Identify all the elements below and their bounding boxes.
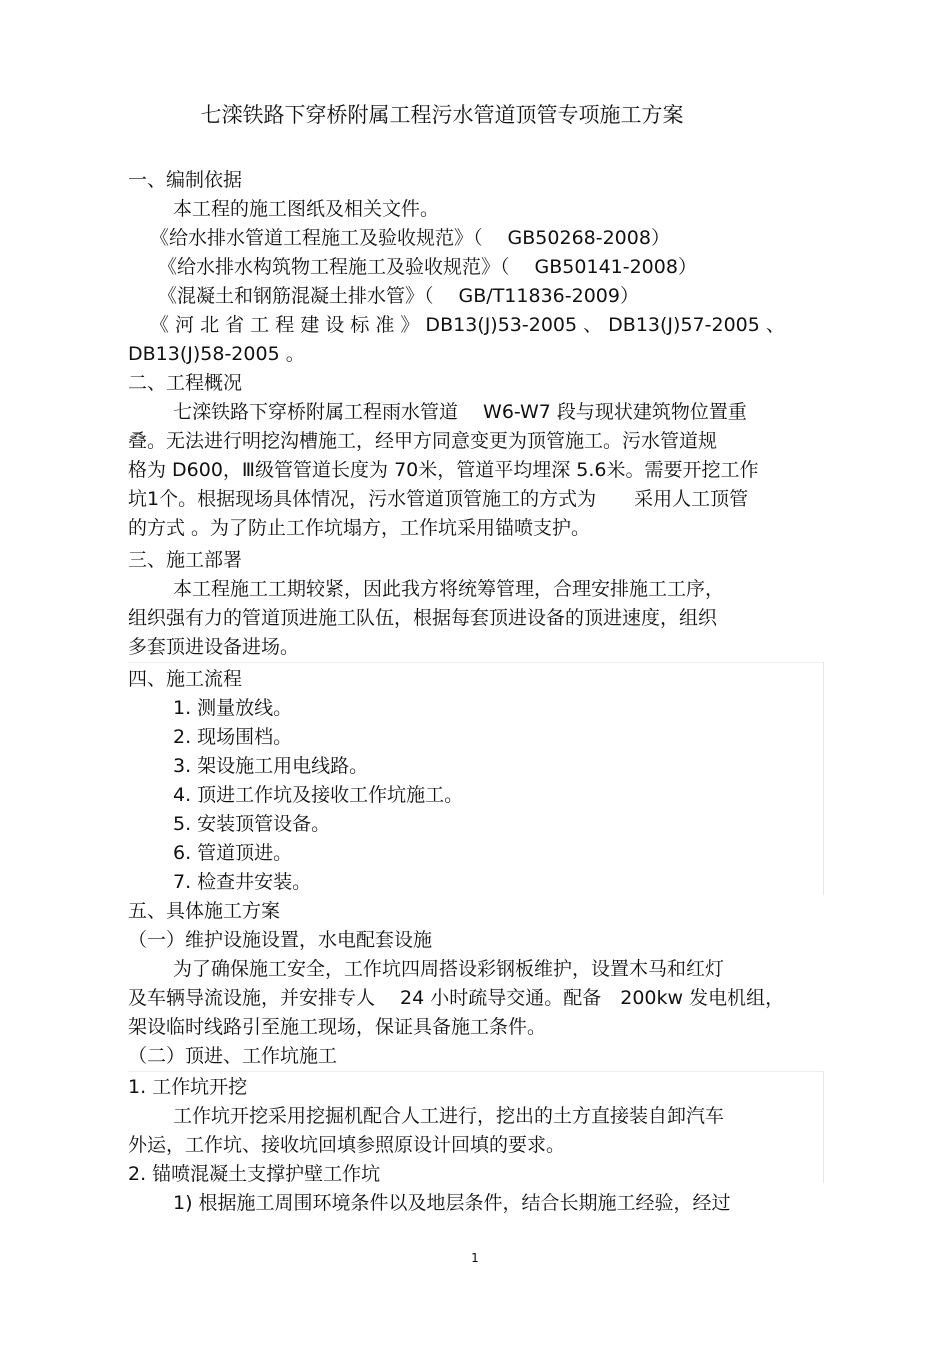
divider xyxy=(823,1071,824,1183)
list-item: 3. 架设施工用电线路。 xyxy=(173,755,369,777)
paragraph-line: 本工程施工工期较紧，因此我方将统筹管理，合理安排施工工序， xyxy=(173,578,725,600)
section-heading: 四、施工流程 xyxy=(128,668,243,690)
paragraph-line: 为了确保施工安全，工作坑四周搭设彩钢板维护，设置木马和红灯 xyxy=(173,958,725,980)
section-heading: 三、施工部署 xyxy=(128,549,243,571)
document-title: 七滦铁路下穿桥附属工程污水管道顶管专项施工方案 xyxy=(200,103,684,127)
reference-line: DB13(J)58-2005 。 xyxy=(128,343,305,365)
divider xyxy=(128,662,824,663)
list-item: 6. 管道顶进。 xyxy=(173,842,293,864)
reference-line: 《混凝土和钢筋混凝土排水管》（ GB/T11836-2009） xyxy=(158,285,639,307)
paragraph-line: 七滦铁路下穿桥附属工程雨水管道 W6-W7 段与现状建筑物位置重 xyxy=(173,401,747,423)
paragraph-line: 工作坑开挖采用挖掘机配合人工进行，挖出的土方直接装自卸汽车 xyxy=(173,1105,725,1127)
paragraph-line: 叠。无法进行明挖沟槽施工，经甲方同意变更为顶管施工。污水管道规 xyxy=(128,430,718,452)
paragraph-line: 外运，工作坑、接收坑回填参照原设计回填的要求。 xyxy=(128,1134,566,1156)
paragraph-line: 多套顶进设备进场。 xyxy=(128,636,300,658)
list-item: 4. 顶进工作坑及接收工作坑施工。 xyxy=(173,784,464,806)
paragraph-line: 坑1个。根据现场具体情况，污水管道顶管施工的方式为 采用人工顶管 xyxy=(128,488,749,510)
subsection-heading: （一）维护设施设置，水电配套设施 xyxy=(128,929,433,951)
list-item: 7. 检查井安装。 xyxy=(173,871,312,893)
reference-line: 《给水排水构筑物工程施工及验收规范》（ GB50141-2008） xyxy=(158,256,697,278)
subsection-heading: 2. 锚喷混凝土支撑护壁工作坑 xyxy=(128,1163,381,1185)
paragraph-line: 及车辆导流设施，并安排专人 24 小时疏导交通。配备 200kw 发电机组， xyxy=(128,987,785,1009)
page-number: 1 xyxy=(471,1251,479,1265)
list-item: 5. 安装顶管设备。 xyxy=(173,813,331,835)
list-item: 2. 现场围档。 xyxy=(173,726,293,748)
paragraph-line: 1) 根据施工周围环境条件以及地层条件，结合长期施工经验，经过 xyxy=(173,1192,731,1214)
subsection-heading: 1. 工作坑开挖 xyxy=(128,1076,248,1098)
section-heading: 一、编制依据 xyxy=(128,169,243,191)
divider xyxy=(823,662,824,895)
paragraph-line: 组织强有力的管道顶进施工队伍，根据每套顶进设备的顶进速度，组织 xyxy=(128,607,718,629)
paragraph-line: 格为 D600，Ⅲ级管管道长度为 70米，管道平均埋深 5.6米。需要开挖工作 xyxy=(128,459,759,481)
divider xyxy=(128,1071,824,1072)
reference-line: 《给水排水管道工程施工及验收规范》（ GB50268-2008） xyxy=(150,227,670,249)
section-heading: 二、工程概况 xyxy=(128,372,243,394)
subsection-heading: （二）顶进、工作坑施工 xyxy=(128,1045,338,1067)
paragraph-line: 的方式 。为了防止工作坑塌方，工作坑采用锚喷支护。 xyxy=(128,517,591,539)
list-item: 1. 测量放线。 xyxy=(173,697,293,719)
reference-line: 《 河 北 省 工 程 建 设 标 准 》 DB13(J)53-2005 、 DB13(J)57-2005 、 xyxy=(150,314,785,336)
paragraph-line: 架设临时线路引至施工现场，保证具备施工条件。 xyxy=(128,1016,547,1038)
section-heading: 五、具体施工方案 xyxy=(128,900,281,922)
paragraph-line: 本工程的施工图纸及相关文件。 xyxy=(173,198,440,220)
